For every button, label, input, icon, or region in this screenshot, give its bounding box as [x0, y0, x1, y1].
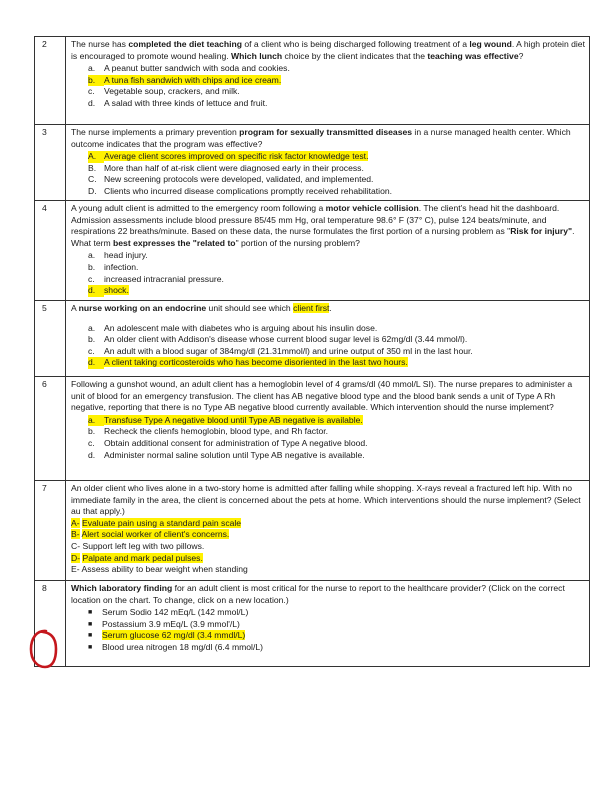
stem-segment: Which lunch [231, 50, 283, 61]
answer-option[interactable] [71, 564, 585, 576]
answer-option[interactable] [88, 630, 585, 642]
option-text: A tuna fish sandwich with chips and ice cream. [104, 74, 282, 85]
spacer [71, 315, 585, 322]
answer-options [88, 151, 585, 197]
answer-option[interactable] [88, 334, 585, 346]
answer-option[interactable] [88, 262, 585, 274]
option-letter: a. [88, 63, 96, 74]
option-text: Serum Sodio 142 mEq/L (142 mmol/L) [102, 607, 249, 618]
question-row [35, 581, 590, 667]
option-text: Clients who incurred disease complications promptly received rehabilitation. [104, 185, 393, 196]
stem-segment: The nurse implements a primary prevention [71, 127, 240, 137]
option-letter: c. [88, 345, 95, 356]
option-letter: D- [71, 552, 81, 563]
option-letter: B- [71, 529, 80, 540]
option-text: Assess ability to bear weight when standing [81, 564, 248, 575]
stem-segment: best expresses the "related to [113, 237, 236, 248]
stem-segment: Risk for injury" [510, 226, 573, 237]
option-text: An older client with Addison's disease whose current blood sugar level is 62mg/dl (3.44 mmol/l). [104, 334, 468, 345]
option-letter: D. [88, 185, 97, 196]
answer-option[interactable] [88, 415, 585, 427]
stem-segment: program for sexually transmitted diseases [239, 127, 413, 137]
answer-option[interactable] [88, 274, 585, 286]
option-text: Vegetable soup, crackers, and milk. [104, 86, 240, 97]
question-number: 7 [35, 481, 66, 581]
question-row [35, 377, 590, 481]
option-letter: a. [88, 322, 96, 333]
option-text: An adolescent male with diabetes who is arguing about his insulin dose. [104, 322, 378, 333]
answer-option[interactable] [88, 619, 585, 631]
question-number: 5 [35, 301, 66, 377]
option-text: Transfuse Type A negative blood until Type AB negative is available. [104, 414, 363, 425]
stem-segment: motor vehicle collision [325, 203, 419, 213]
stem-segment: choice by the client indicates that the [282, 50, 428, 61]
stem-segment: A young adult client is admitted to the emergency room following a [71, 203, 326, 213]
answer-option[interactable] [71, 553, 585, 565]
option-text: Serum glucose 62 mg/dl (3.4 mmdl/L) [102, 630, 246, 641]
stem-segment: for an adult client is most critical for the nurse to report to the healthcare provider? (Click on the correct location on the chart. To change, click on a new location.) [71, 583, 565, 605]
option-text: Evaluate pain using a standard pain scale [81, 517, 242, 528]
answer-option[interactable] [71, 518, 585, 530]
option-text: Administer normal saline solution until Type AB negative is available. [104, 449, 365, 460]
option-text: shock. [104, 285, 129, 296]
answer-option[interactable] [71, 541, 585, 553]
answer-option[interactable] [88, 426, 585, 438]
option-letter: a. [88, 415, 104, 427]
answer-option[interactable] [88, 98, 585, 110]
option-letter: d. [88, 357, 104, 369]
question-body [66, 481, 590, 581]
answer-option[interactable] [88, 151, 585, 163]
stem-segment: The nurse has [71, 39, 129, 49]
answer-option[interactable] [88, 346, 585, 358]
question-number: 4 [35, 201, 66, 301]
answer-option[interactable] [88, 163, 585, 175]
stem-segment: Following a gunshot wound, an adult client has a hemoglobin level of 4 grams/dl (40 mmol/L SI). The nurse prepares to administer a unit of blood for an emergency transfusion. The client has AB negative blood type and the blood bank sends a unit of Type A Rh negative, reporting that there is no Type AB negative blood currently available. Which intervention should the nurse implement? [71, 379, 573, 413]
option-letter: b. [88, 75, 104, 87]
stem-segment: . A high protein diet is encouraged to promote wound healing. [71, 39, 585, 61]
question-stem [71, 203, 585, 249]
question-number: 2 [35, 37, 66, 125]
question-stem [71, 127, 585, 150]
answer-options [88, 607, 585, 653]
option-letter: A- [71, 517, 80, 528]
option-letter: d. [88, 449, 96, 460]
option-text: Support left leg with two pillows. [82, 540, 205, 551]
bullet-icon: ■ [88, 620, 93, 628]
answer-options [88, 415, 585, 461]
stem-segment: nurse working on an endocrine [78, 303, 207, 313]
option-text: increased intracranial pressure. [104, 273, 224, 284]
option-letter: E- [71, 564, 80, 575]
question-number: 6 [35, 377, 66, 481]
answer-option[interactable] [88, 250, 585, 262]
question-stem [71, 583, 585, 606]
bullet-icon: ■ [88, 643, 93, 651]
question-body [66, 301, 590, 377]
option-text: Alert social worker of client's concerns. [81, 529, 230, 540]
option-letter: C- [71, 540, 81, 551]
question-body [66, 581, 590, 667]
answer-options [71, 518, 585, 576]
question-stem [71, 483, 585, 518]
option-letter: d. [88, 97, 96, 108]
option-text: An adult with a blood sugar of 384mg/dl (21.31mmol/l) and urine output of 350 ml in the last hour. [104, 345, 473, 356]
question-row [35, 125, 590, 201]
stem-segment: . [329, 303, 332, 313]
option-text: Postassium 3.9 mEq/L (3.9 mmol'/L) [102, 618, 240, 629]
stem-segment: in a nurse managed health center. Which outcome indicates that the program was effective? [71, 127, 571, 149]
stem-segment: unit should see which [206, 303, 294, 313]
option-letter: b. [88, 261, 96, 272]
stem-segment: leg wound [469, 39, 512, 49]
answer-option[interactable] [88, 642, 585, 654]
stem-segment: of a client who is being discharged following treatment of a [241, 39, 470, 49]
answer-options [88, 63, 585, 109]
answer-option[interactable] [88, 357, 585, 369]
question-body [66, 201, 590, 301]
stem-segment: client first [293, 303, 330, 313]
answer-option[interactable] [88, 186, 585, 198]
stem-segment: teaching was effective [427, 50, 519, 61]
option-letter: c. [88, 273, 95, 284]
answer-options [88, 250, 585, 296]
answer-option[interactable] [88, 607, 585, 619]
question-row [35, 37, 590, 125]
bullet-icon: ■ [88, 632, 93, 640]
option-letter: d. [88, 285, 104, 297]
question-row [35, 481, 590, 581]
stem-segment: completed the diet teaching [128, 39, 242, 49]
option-text: head injury. [104, 250, 148, 261]
option-text: Recheck the clienfs hemoglobin, blood type, and Rh factor. [104, 426, 329, 437]
question-table [34, 36, 590, 667]
stem-segment: ? [518, 50, 524, 61]
option-text: A salad with three kinds of lettuce and fruit. [104, 97, 268, 108]
stem-segment: . What term [71, 226, 575, 248]
option-letter: c. [88, 86, 95, 97]
stem-segment: A [71, 303, 79, 313]
question-stem [71, 303, 585, 315]
answer-option[interactable] [88, 86, 585, 98]
bullet-icon: ■ [88, 609, 93, 617]
option-text: infection. [104, 261, 139, 272]
option-text: New screening protocols were developed, validated, and implemented. [104, 174, 374, 185]
question-stem [71, 379, 585, 414]
stem-segment: " portion of the nursing problem? [235, 237, 360, 248]
option-text: A client taking corticosteroids who has become disoriented in the last two hours. [104, 357, 408, 368]
question-number: 8 [35, 581, 66, 667]
option-letter: A. [88, 151, 104, 163]
stem-segment: Which laboratory finding [71, 583, 173, 593]
answer-option[interactable] [88, 438, 585, 450]
question-body [66, 37, 590, 125]
question-body [66, 377, 590, 481]
option-text: More than half of at-risk client were diagnosed early in their process. [104, 162, 364, 173]
option-letter: b. [88, 334, 96, 345]
question-row [35, 301, 590, 377]
option-text: Average client scores improved on specific risk factor knowledge test. [104, 151, 369, 162]
answer-option[interactable] [71, 529, 585, 541]
question-number: 3 [35, 125, 66, 201]
question-row [35, 201, 590, 301]
answer-option[interactable] [88, 323, 585, 335]
stem-segment: . The client's head hit the dashboard. Admission assessments include blood pressure 85/45 mm Hg, oral temperature 98.6° F (37° C), pulse 124 beats/minute, and respirations 22 breaths/minute. Based on these data, the nurse formulates the first portion of a nursing problem as " [71, 203, 560, 237]
answer-option[interactable] [88, 450, 585, 462]
question-stem [71, 39, 585, 62]
answer-option[interactable] [88, 174, 585, 186]
option-letter: a. [88, 250, 96, 261]
option-letter: B. [88, 162, 97, 173]
option-letter: C. [88, 174, 97, 185]
answer-options [88, 323, 585, 369]
option-text: Palpate and mark pedal pulses. [82, 552, 203, 563]
option-text: Blood urea nitrogen 18 mg/dl (6.4 mmol/L) [102, 641, 263, 652]
option-letter: c. [88, 437, 95, 448]
option-text: Obtain additional consent for administration of Type A negative blood. [104, 437, 368, 448]
answer-option[interactable] [88, 63, 585, 75]
question-body [66, 125, 590, 201]
answer-option[interactable] [88, 75, 585, 87]
answer-option[interactable] [88, 285, 585, 297]
option-letter: b. [88, 426, 96, 437]
option-text: A peanut butter sandwich with soda and cookies. [104, 63, 290, 74]
stem-segment: An older client who lives alone in a two-story home is admitted after falling while shopping. X-rays reveal a fractured left hip. With no immediate family in the area, the client is concerned about the pets at home. Which interventions should the nurse implement? (Select au that apply.) [71, 483, 581, 517]
